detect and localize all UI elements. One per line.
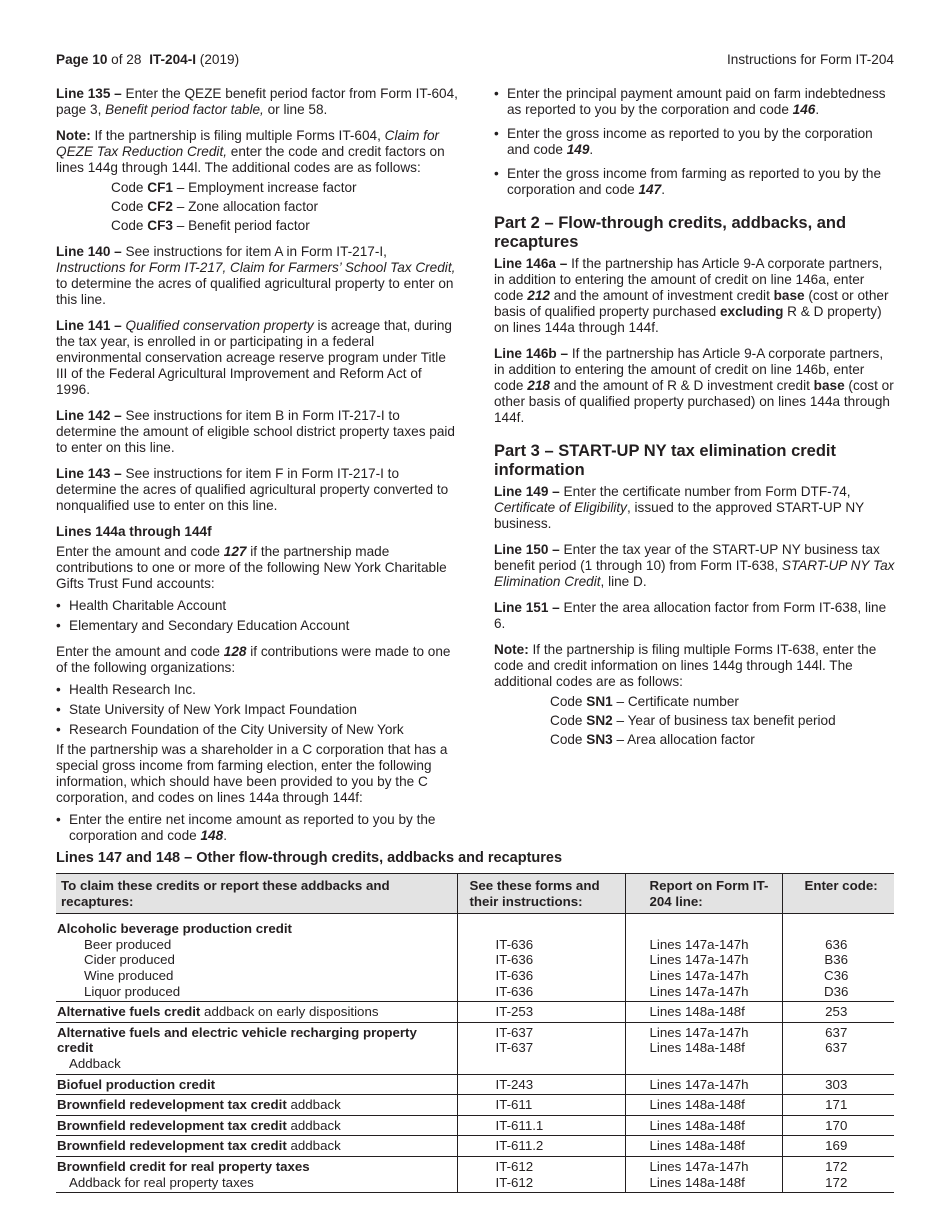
text: If the partnership is filing multiple Forms IT-604, bbox=[90, 128, 385, 143]
line-label: Line 135 – bbox=[56, 86, 122, 101]
line-146a-para bbox=[494, 256, 896, 336]
form-ref: IT-636 bbox=[495, 936, 534, 952]
line-label: Line 151 – bbox=[494, 600, 560, 615]
text: and the amount of R & D investment credit bbox=[549, 378, 814, 393]
form-ref: IT-637 bbox=[495, 1040, 534, 1056]
row-title: Alternative fuels and electric vehicle recharging property credit bbox=[57, 1024, 417, 1056]
text: If the partnership is filing multiple Forms IT-638, enter the code and credit information on lines 144g through 144l. The additional codes are as follows: bbox=[494, 642, 877, 689]
code: CF1 bbox=[147, 180, 173, 195]
sub-item: Cider produced bbox=[84, 952, 175, 968]
text: Enter the gross income as reported to you by the corporation and code bbox=[507, 126, 873, 157]
list-item: • State University of New York Impact Foundation bbox=[56, 702, 458, 718]
table-cell bbox=[56, 1136, 457, 1157]
bold-text: base bbox=[773, 288, 805, 303]
line-label: Line 141 – bbox=[56, 318, 122, 333]
code: CF3 bbox=[147, 218, 173, 233]
text: . bbox=[661, 182, 665, 197]
text: , line D. bbox=[600, 574, 647, 589]
text: See instructions for item A in Form IT-217-I, bbox=[121, 244, 387, 259]
text: . bbox=[815, 102, 820, 117]
italic-text: Benefit period factor table, bbox=[105, 102, 264, 117]
note-label: Note: bbox=[56, 128, 91, 143]
sub-item: Addback for real property taxes bbox=[69, 1174, 254, 1190]
row-title: Brownfield redevelopment tax credit bbox=[57, 1117, 287, 1133]
code: 148 bbox=[200, 828, 224, 843]
code: SN2 bbox=[586, 713, 613, 728]
code-item bbox=[111, 180, 458, 196]
text: . bbox=[589, 142, 594, 157]
code-item bbox=[550, 713, 896, 729]
line-label: Line 146a – bbox=[494, 256, 568, 271]
table-row bbox=[56, 1002, 894, 1023]
column-header: See these forms and their instructions: bbox=[457, 874, 625, 914]
form-ref: IT-636 bbox=[495, 967, 534, 983]
list-item: • Research Foundation of the City University of New York bbox=[56, 722, 458, 738]
list-item: • Health Charitable Account bbox=[56, 598, 458, 614]
line-ref: Lines 147a-147h bbox=[649, 952, 749, 968]
italic-text: Instructions for Form IT-217, Claim for Farmers’ School Tax Credit, bbox=[56, 260, 456, 275]
line-143-para bbox=[56, 466, 458, 514]
italic-text: Certificate of Eligibility bbox=[494, 500, 627, 515]
form-ref: IT-243 bbox=[457, 1074, 625, 1095]
page-number: Page 10 bbox=[56, 52, 108, 67]
row-title: Brownfield redevelopment tax credit bbox=[57, 1138, 287, 1154]
table-cell bbox=[782, 1156, 894, 1192]
code: 212 bbox=[527, 288, 550, 303]
table-cell bbox=[56, 1002, 457, 1023]
table-row bbox=[56, 1115, 894, 1136]
code: 637 bbox=[825, 1040, 848, 1056]
text: Enter the certificate number from Form DTF-74, bbox=[559, 484, 851, 499]
form-ref: IT-637 bbox=[495, 1024, 534, 1040]
line-ref: Lines 147a-147h bbox=[649, 983, 749, 999]
farm-list bbox=[56, 812, 458, 844]
line-label: Line 146b – bbox=[494, 346, 569, 361]
code: SN3 bbox=[586, 732, 613, 747]
form-ref: IT-612 bbox=[495, 1158, 534, 1174]
line-label: Line 150 – bbox=[494, 542, 560, 557]
table-title: Lines 147 and 148 – Other flow-through credits, addbacks and recaptures bbox=[56, 850, 563, 866]
line-label: Line 142 – bbox=[56, 408, 122, 423]
code: CF2 bbox=[147, 199, 173, 214]
text: – Area allocation factor bbox=[612, 732, 755, 747]
line-ref: Lines 148a-148f bbox=[649, 1174, 745, 1190]
page-header bbox=[56, 52, 894, 70]
text: Enter the amount and code bbox=[56, 644, 224, 659]
text: If the partnership has Article 9-A corporate partners, in addition to entering the amount of credit on line 146a, enter code bbox=[494, 256, 883, 303]
code-item bbox=[550, 732, 896, 748]
text: and the amount of investment credit bbox=[549, 288, 774, 303]
line-label: Line 149 – bbox=[494, 484, 560, 499]
text: Enter the principal payment amount paid on farm indebtedness as reported to you by the corporation and code bbox=[507, 86, 886, 117]
line-ref: Lines 148a-148f bbox=[625, 1115, 782, 1136]
page-header-right: Instructions for Form IT-204 bbox=[727, 52, 894, 67]
line-149-para bbox=[494, 484, 896, 532]
row-title: Biofuel production credit bbox=[57, 1076, 216, 1092]
text: – Certificate number bbox=[612, 694, 739, 709]
code-item bbox=[550, 694, 896, 710]
code: 172 bbox=[825, 1158, 848, 1174]
form-ref: IT-253 bbox=[457, 1002, 625, 1023]
table-cell bbox=[56, 1074, 457, 1095]
form-ref: IT-636 bbox=[495, 983, 534, 999]
column-header: Enter code: bbox=[782, 874, 894, 914]
text: – Zone allocation factor bbox=[172, 199, 319, 214]
line-146b-para bbox=[494, 346, 896, 426]
text: Enter the entire net income amount as reported to you by the corporation and code bbox=[69, 812, 436, 843]
code: 170 bbox=[782, 1115, 894, 1136]
list-item: • Elementary and Secondary Education Account bbox=[56, 618, 458, 634]
sub-item: Beer produced bbox=[84, 936, 172, 952]
text: (cost or other basis of qualified property purchased) on lines 144a through 144f. bbox=[494, 378, 894, 425]
credits-table bbox=[56, 873, 894, 1193]
row-title: Brownfield redevelopment tax credit bbox=[57, 1097, 287, 1113]
code: 169 bbox=[782, 1136, 894, 1157]
text: Code bbox=[111, 199, 148, 214]
code-127-para bbox=[56, 544, 458, 592]
list-item bbox=[56, 812, 458, 844]
line-ref: Lines 147a-147h bbox=[649, 1158, 749, 1174]
code: 637 bbox=[825, 1024, 848, 1040]
text: (cost or other basis of qualified property purchased bbox=[494, 288, 889, 319]
row-title: Brownfield credit for real property taxes bbox=[57, 1158, 310, 1174]
part-3-title: Part 3 – START-UP NY tax elimination credit information bbox=[494, 442, 837, 479]
text: if the partnership made contributions to one or more of the following New York Charitable Gifts Trust Fund accounts: bbox=[56, 544, 447, 591]
lines-144-heading: Lines 144a through 144f bbox=[56, 524, 212, 539]
text: R & D property) on lines 144a through 144f. bbox=[494, 304, 882, 335]
italic-text: START-UP NY Tax Elimination Credit bbox=[494, 558, 895, 589]
code: 146 bbox=[792, 102, 816, 117]
italic-text: Claim for QEZE Tax Reduction Credit, bbox=[56, 128, 440, 159]
line-140-para bbox=[56, 244, 458, 308]
form-ref: IT-636 bbox=[495, 952, 534, 968]
text: addback bbox=[286, 1138, 341, 1154]
list-item bbox=[494, 86, 896, 118]
line-ref: Lines 148a-148f bbox=[625, 1002, 782, 1023]
left-column bbox=[56, 86, 458, 854]
table-row bbox=[56, 1136, 894, 1157]
text: Code bbox=[550, 713, 587, 728]
text: or line 58. bbox=[263, 102, 328, 117]
farm-para: If the partnership was a shareholder in a C corporation that has a special gross income from farming election, enter the following information, which should have been provided to you by the C corporation, and codes on lines 144a through 144f: bbox=[56, 742, 448, 805]
form-ref: IT-611.1 bbox=[457, 1115, 625, 1136]
table-cell bbox=[56, 1115, 457, 1136]
text: – Year of business tax benefit period bbox=[612, 713, 836, 728]
code: 171 bbox=[782, 1095, 894, 1116]
table-cell bbox=[457, 914, 625, 1002]
column-header: Report on Form IT-204 line: bbox=[625, 874, 782, 914]
text: if contributions were made to one of the following organizations: bbox=[56, 644, 451, 675]
table-cell bbox=[56, 1095, 457, 1116]
text: addback bbox=[286, 1097, 341, 1113]
text: Enter the QEZE benefit period factor from Form IT-604, page 3, bbox=[56, 86, 458, 117]
right-column bbox=[494, 86, 896, 751]
note-qeze-para bbox=[56, 128, 458, 176]
page-count: of 28 bbox=[107, 52, 146, 67]
code: 636 bbox=[825, 936, 848, 952]
text: See instructions for item F in Form IT-217-I to determine the acres of qualified agricultural property converted to nonqualified use to enter on this line. bbox=[56, 466, 449, 513]
text: enter the code and credit factors on lines 144g through 144l. The additional codes are as follows: bbox=[56, 144, 445, 175]
code-item bbox=[111, 199, 458, 215]
line-150-para bbox=[494, 542, 896, 590]
line-ref: Lines 148a-148f bbox=[625, 1136, 782, 1157]
table-cell bbox=[457, 1022, 625, 1074]
text: Enter the gross income from farming as reported to you by the corporation and code bbox=[507, 166, 882, 197]
code: 128 bbox=[223, 644, 247, 659]
table-cell bbox=[56, 1022, 457, 1074]
text: If the partnership has Article 9-A corporate partners, in addition to entering the amount of credit on line 146b, enter code bbox=[494, 346, 884, 393]
page-header-left bbox=[56, 52, 239, 68]
row-title: Alcoholic beverage production credit bbox=[57, 921, 292, 937]
table-cell bbox=[625, 1156, 782, 1192]
code-item bbox=[111, 218, 458, 234]
form-id: IT-204-I bbox=[149, 52, 197, 67]
table-header-row bbox=[56, 874, 894, 914]
code: D36 bbox=[824, 983, 849, 999]
text: See instructions for item B in Form IT-217-I to determine the amount of eligible school district property taxes paid to enter on this line. bbox=[56, 408, 455, 455]
table-cell bbox=[457, 1156, 625, 1192]
form-ref: IT-611 bbox=[457, 1095, 625, 1116]
code: B36 bbox=[824, 952, 849, 968]
accounts-list bbox=[56, 598, 458, 634]
line-ref: Lines 148a-148f bbox=[625, 1095, 782, 1116]
text: is acreage that, during the tax year, is enrolled in or participating in a federal environmental conservation acreage reserve program under Title III of the Federal Agricultural Improvement and Reform Act of 1996. bbox=[56, 318, 452, 397]
bold-text: excluding bbox=[719, 304, 784, 319]
table-cell bbox=[56, 914, 457, 1002]
table-row bbox=[56, 914, 894, 1002]
table-cell bbox=[625, 1022, 782, 1074]
part-2-title: Part 2 – Flow-through credits, addbacks, and recaptures bbox=[494, 214, 847, 251]
line-ref: Lines 147a-147h bbox=[649, 967, 749, 983]
form-ref: IT-611.2 bbox=[457, 1136, 625, 1157]
form-ref: IT-612 bbox=[495, 1174, 534, 1190]
text: Code bbox=[550, 732, 587, 747]
orgs-list bbox=[56, 682, 458, 738]
table-row bbox=[56, 1074, 894, 1095]
bold-text: base bbox=[813, 378, 845, 393]
text: . bbox=[223, 828, 227, 843]
table-cell bbox=[782, 914, 894, 1002]
code: SN1 bbox=[586, 694, 613, 709]
table-row bbox=[56, 1022, 894, 1074]
sub-item: Wine produced bbox=[84, 967, 174, 983]
sub-item: Addback bbox=[69, 1055, 121, 1071]
line-ref: Lines 148a-148f bbox=[649, 1040, 745, 1056]
line-135-para bbox=[56, 86, 458, 118]
list-item: • Health Research Inc. bbox=[56, 682, 458, 698]
line-label: Line 140 – bbox=[56, 244, 122, 259]
line-ref: Lines 147a-147h bbox=[649, 936, 749, 952]
line-142-para bbox=[56, 408, 458, 456]
table-row bbox=[56, 1095, 894, 1116]
italic-text: Qualified conservation property bbox=[121, 318, 314, 333]
code: 147 bbox=[638, 182, 662, 197]
code: 127 bbox=[223, 544, 247, 559]
text: Enter the area allocation factor from Form IT-638, line 6. bbox=[494, 600, 887, 631]
table-cell bbox=[625, 914, 782, 1002]
note-it638-para bbox=[494, 642, 896, 690]
text: addback bbox=[286, 1117, 341, 1133]
text: Enter the tax year of the START-UP NY business tax benefit period (1 through 10) from Form IT-638, bbox=[494, 542, 880, 573]
text: Code bbox=[111, 218, 148, 233]
text: to determine the acres of qualified agricultural property to enter on this line. bbox=[56, 276, 454, 307]
note-label: Note: bbox=[494, 642, 529, 657]
text: Code bbox=[111, 180, 148, 195]
code: 149 bbox=[566, 142, 590, 157]
text: Code bbox=[550, 694, 587, 709]
code: 253 bbox=[782, 1002, 894, 1023]
table-cell bbox=[782, 1022, 894, 1074]
line-label: Line 143 – bbox=[56, 466, 122, 481]
farm-list-continued bbox=[494, 86, 896, 198]
code: 172 bbox=[825, 1174, 848, 1190]
sub-item: Liquor produced bbox=[84, 983, 181, 999]
line-141-para bbox=[56, 318, 458, 398]
line-ref: Lines 147a-147h bbox=[625, 1074, 782, 1095]
column-header: To claim these credits or report these addbacks and recaptures: bbox=[56, 874, 457, 914]
row-title: Alternative fuels credit bbox=[57, 1004, 201, 1020]
form-year: (2019) bbox=[196, 52, 240, 67]
text: Enter the amount and code bbox=[56, 544, 224, 559]
list-item bbox=[494, 126, 896, 158]
text: – Benefit period factor bbox=[172, 218, 310, 233]
table-row bbox=[56, 1156, 894, 1192]
line-151-para bbox=[494, 600, 896, 632]
code-128-para bbox=[56, 644, 458, 676]
text: – Employment increase factor bbox=[172, 180, 357, 195]
text: , issued to the approved START-UP NY business. bbox=[494, 500, 864, 531]
line-ref: Lines 147a-147h bbox=[649, 1024, 749, 1040]
code: 303 bbox=[782, 1074, 894, 1095]
list-item bbox=[494, 166, 896, 198]
code: C36 bbox=[824, 967, 849, 983]
table-cell bbox=[56, 1156, 457, 1192]
code: 218 bbox=[527, 378, 550, 393]
text: addback on early dispositions bbox=[200, 1004, 379, 1020]
